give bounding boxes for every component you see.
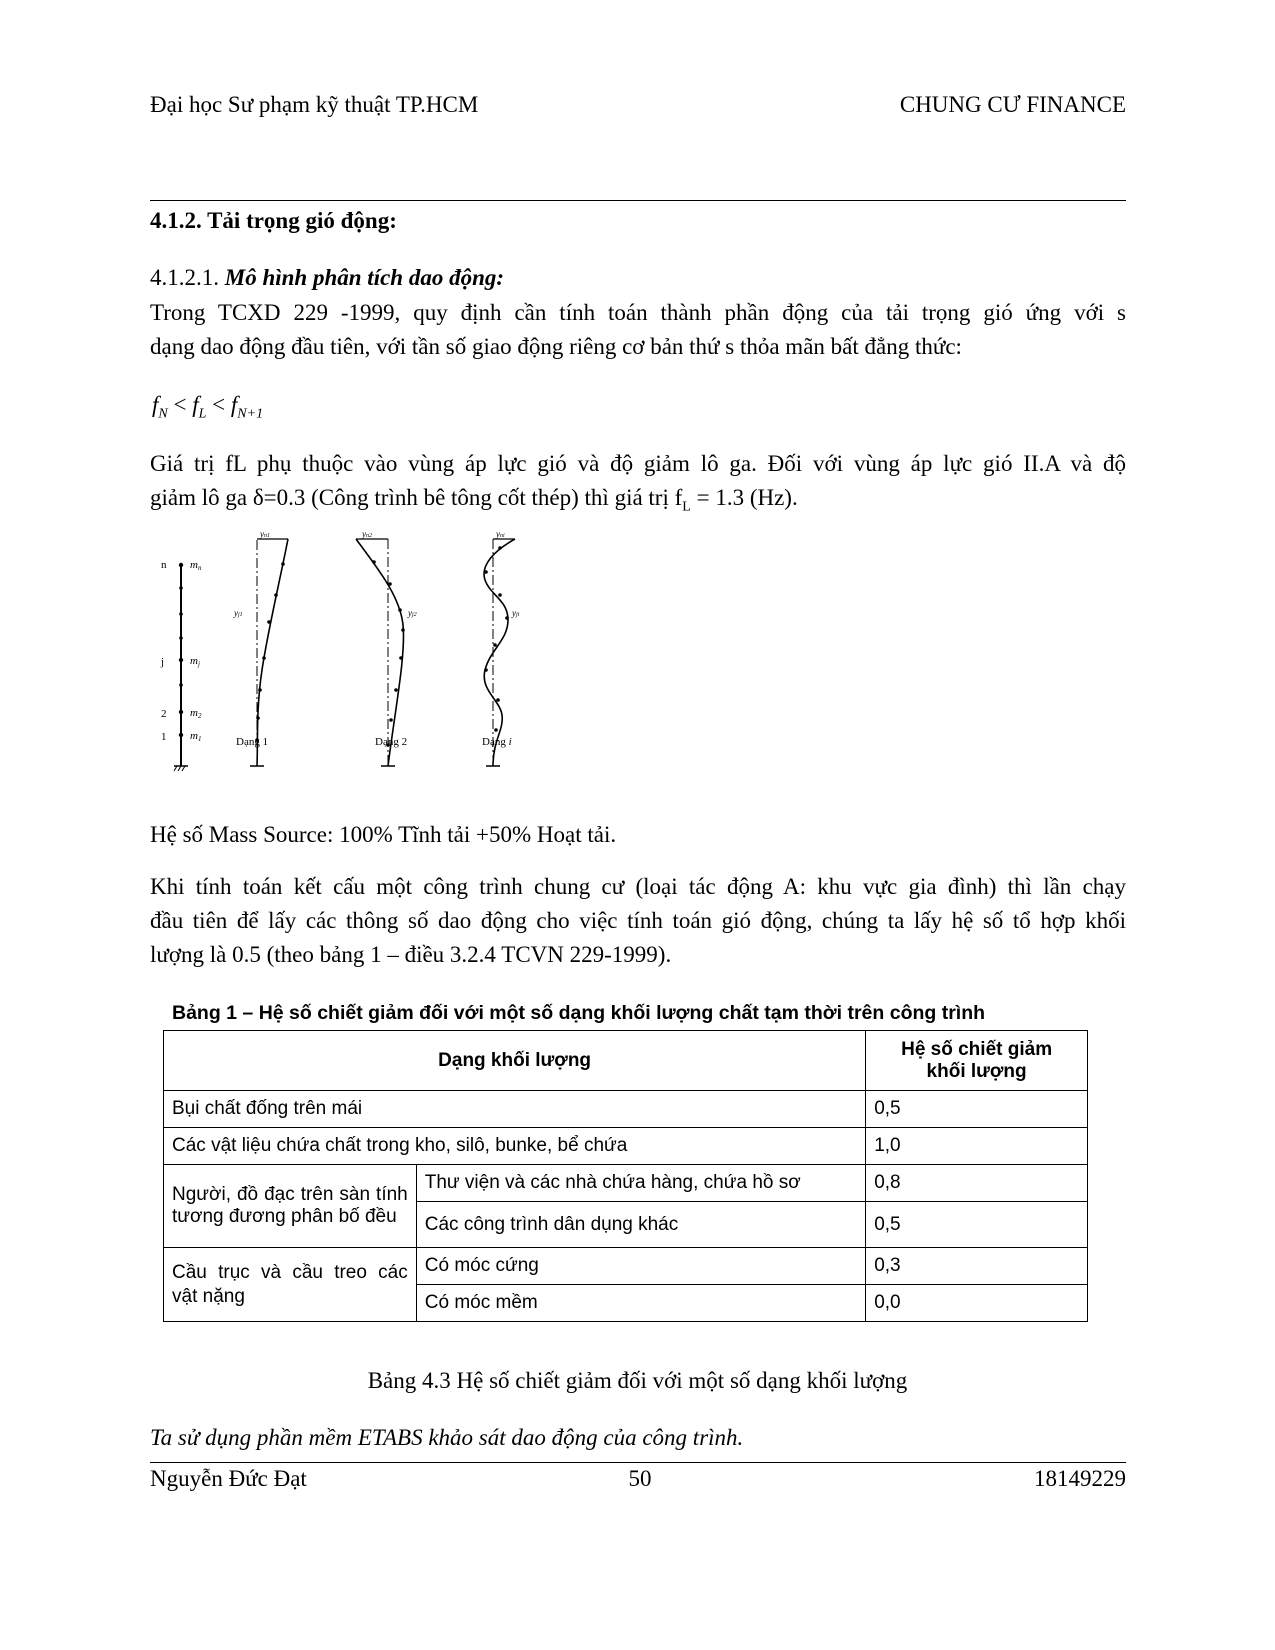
- column-header-type: Dạng khối lượng: [164, 1031, 866, 1091]
- page-number: 50: [628, 1466, 652, 1491]
- mode-2-top-label: yn2: [362, 529, 372, 539]
- group-label-people: Người, đồ đạc trên sàn tính tương đương phân bố đều: [164, 1165, 417, 1248]
- level-label-n: n: [161, 559, 167, 571]
- paragraph-3-line-2: đầu tiên để lấy các thông số dao động cho việc tính toán gió động, chúng ta lấy hệ số tổ hợp khối: [150, 908, 1126, 933]
- footer-rule: [150, 1462, 1126, 1463]
- table-row: Cầu trục và cầu treo các vật nặng Có móc cứng 0,3: [164, 1248, 1088, 1285]
- paragraph-3-line-1: Khi tính toán kết cấu một công trình chung cư (loại tác động A: khu vực gia đình) thì lần chạy: [150, 874, 1126, 899]
- paragraph-2-line-2: giảm lô ga δ=0.3 (Công trình bê tông cốt thép) thì giá trị $f_L = 1.3$ (Hz).: [150, 485, 798, 515]
- level-label-1: 1: [161, 731, 167, 743]
- header-project: CHUNG CƯ FINANCE: [899, 92, 1126, 117]
- level-label-j: j: [161, 656, 165, 668]
- mass-label-j: mj: [190, 655, 200, 668]
- section-heading: 4.1.2. Tải trọng gió động:: [150, 208, 397, 233]
- mode-shape-i: [482, 529, 520, 766]
- mode-shape-1: [233, 529, 288, 766]
- mode-shape-figure: [150, 529, 570, 790]
- mode-i-label: Dạng i: [482, 736, 512, 748]
- level-label-2: 2: [161, 708, 167, 720]
- reduction-factor-table: [163, 1030, 1088, 1322]
- table-row: Có móc mềm 0,0: [164, 1285, 1088, 1322]
- frequency-inequality: $f_N < f_L < f_{N+1}$: [152, 392, 264, 422]
- subsection-heading: [150, 265, 504, 291]
- table-row: Người, đồ đạc trên sàn tính tương đương phân bố đều Thư viện và các nhà chứa hàng, chứa hồ sơ 0,8: [164, 1165, 1088, 1202]
- building-model: [160, 559, 202, 771]
- mass-label-n: mn: [190, 559, 202, 572]
- mass-label-1: m1: [190, 730, 202, 743]
- mode-shape-2: [356, 529, 417, 766]
- mass-label-2: m2: [190, 707, 202, 720]
- footer-author: Nguyễn Đức Đạt: [150, 1466, 307, 1491]
- subsection-title: Mô hình phân tích dao động:: [224, 265, 505, 290]
- paragraph-3-line-3: lượng là 0.5 (theo bảng 1 – điều 3.2.4 TCVN 229-1999).: [150, 942, 672, 967]
- group-label-crane: Cầu trục và cầu treo các vật nặng: [164, 1248, 417, 1322]
- mode-2-mid-label: yj2: [408, 608, 417, 618]
- mode-1-mid-label: yj1: [234, 608, 243, 618]
- mode-i-mid-label: yji: [512, 608, 520, 618]
- paragraph-1-line-2: dạng dao động đầu tiên, với tần số giao động riêng cơ bản thứ s thỏa mãn bất đẳng thức:: [150, 334, 962, 359]
- table-row: Các công trình dân dụng khác 0,5: [164, 1202, 1088, 1248]
- mass-source-text: Hệ số Mass Source: 100% Tĩnh tải +50% Hoạt tải.: [150, 822, 617, 847]
- header-rule: [150, 200, 1126, 201]
- subsection-number: 4.1.2.1.: [150, 265, 225, 290]
- header-school: Đại học Sư phạm kỹ thuật TP.HCM: [150, 92, 479, 117]
- table-row: Bụi chất đống trên mái 0,5: [164, 1091, 1088, 1128]
- mode-1-top-label: yn1: [260, 529, 270, 539]
- footer-student-id: 18149229: [1034, 1466, 1126, 1491]
- closing-sentence: Ta sử dụng phần mềm ETABS khảo sát dao động của công trình.: [150, 1425, 744, 1450]
- column-header-factor: Hệ số chiết giảm khối lượng: [866, 1031, 1088, 1091]
- mode-2-label: Dạng 2: [375, 736, 408, 748]
- table-caption: Bảng 4.3 Hệ số chiết giảm đối với một số dạng khối lượng: [367, 1368, 908, 1393]
- table-row: Các vật liệu chứa chất trong kho, silô, bunke, bể chứa 1,0: [164, 1128, 1088, 1165]
- mode-1-label: Dạng 1: [236, 736, 269, 748]
- table-title: Bảng 1 – Hệ số chiết giảm đối với một số dạng khối lượng chất tạm thời trên công trình: [172, 1002, 986, 1024]
- mode-i-top-label: yni: [496, 529, 505, 539]
- paragraph-2-line-1: Giá trị fL phụ thuộc vào vùng áp lực gió và độ giảm lô ga. Đối với vùng áp lực gió II.A và độ: [150, 451, 1126, 476]
- table-header-row: [164, 1031, 1088, 1091]
- paragraph-1-line-1: Trong TCXD 229 -1999, quy định cần tính toán thành phần động của tải trọng gió ứng với s: [150, 300, 1126, 325]
